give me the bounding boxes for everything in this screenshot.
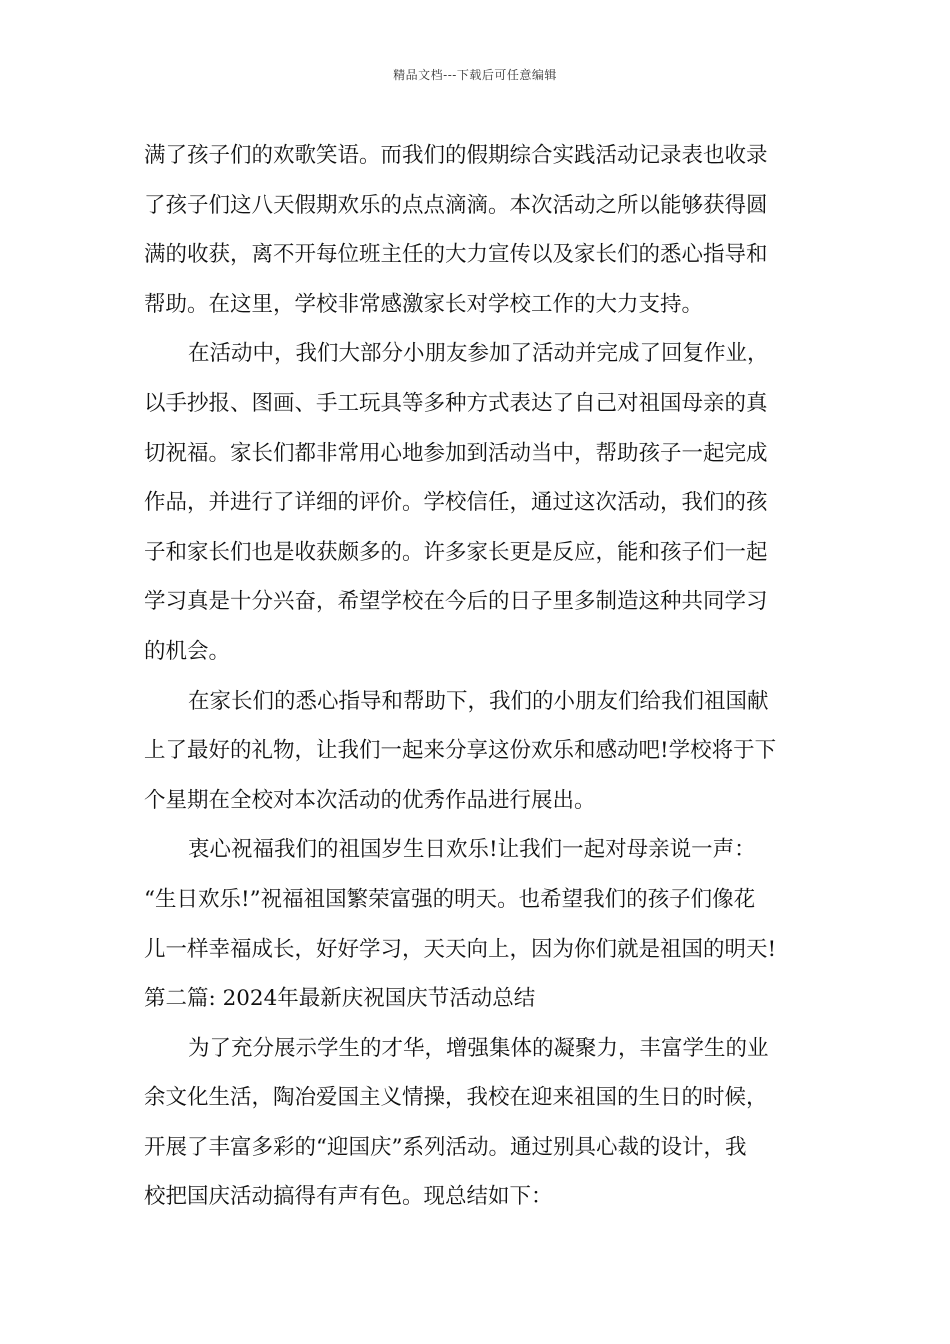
text-line: 上了最好的礼物，让我们一起来分享这份欢乐和感动吧!学校将于下: [144, 738, 777, 764]
text-line: 学习真是十分兴奋，希望学校在今后的日子里多制造这种共同学习: [144, 589, 768, 615]
text-line: 在家长们的悉心指导和帮助下，我们的小朋友们给我们祖国献: [188, 688, 769, 714]
text-line: 以手抄报、图画、手工玩具等多种方式表达了自己对祖国母亲的真: [144, 390, 768, 416]
text-line: 满了孩子们的欢歌笑语。而我们的假期综合实践活动记录表也收录: [144, 143, 768, 168]
text-line: 校把国庆活动搞得有声有色。现总结如下：: [144, 1184, 553, 1210]
text-line: 作品，并进行了详细的评价。学校信任，通过这次活动，我们的孩: [144, 490, 768, 516]
text-line: 第二篇: 2024年最新庆祝国庆节活动总结: [144, 986, 536, 1012]
text-line: 帮助。在这里，学校非常感激家长对学校工作的大力支持。: [144, 291, 704, 317]
text-line: 开展了丰富多彩的“迎国庆”系列活动。通过别具心裁的设计，我: [144, 1134, 747, 1160]
page-header: 精品文档---下载后可任意编辑: [393, 68, 557, 82]
text-line: 了孩子们这八天假期欢乐的点点滴滴。本次活动之所以能够获得圆: [144, 192, 768, 218]
text-line: 为了充分展示学生的才华，增强集体的凝聚力，丰富学生的业: [188, 1035, 769, 1061]
text-line: 在活动中，我们大部分小朋友参加了活动并完成了回复作业，: [188, 341, 769, 367]
text-line: 余文化生活，陶冶爱国主义情操，我校在迎来祖国的生日的时候，: [144, 1085, 768, 1111]
text-line: 满的收获，离不开每位班主任的大力宣传以及家长们的悉心指导和: [144, 242, 768, 268]
text-line: 子和家长们也是收获颇多的。许多家长更是反应，能和孩子们一起: [144, 539, 768, 565]
text-line: 个星期在全校对本次活动的优秀作品进行展出。: [144, 787, 596, 813]
text-line: 的机会。: [144, 638, 231, 664]
text-line: 切祝福。家长们都非常用心地参加到活动当中，帮助孩子一起完成: [144, 440, 768, 466]
text-line: “生日欢乐!”祝福祖国繁荣富强的明天。也希望我们的孩子们像花: [144, 886, 756, 912]
text-line: 儿一样幸福成长，好好学习，天天向上，因为你们就是祖国的明天!: [144, 936, 777, 962]
body-text: [144, 131, 814, 1222]
text-line: 衷心祝福我们的祖国岁生日欢乐!让我们一起对母亲说一声：: [188, 837, 756, 863]
